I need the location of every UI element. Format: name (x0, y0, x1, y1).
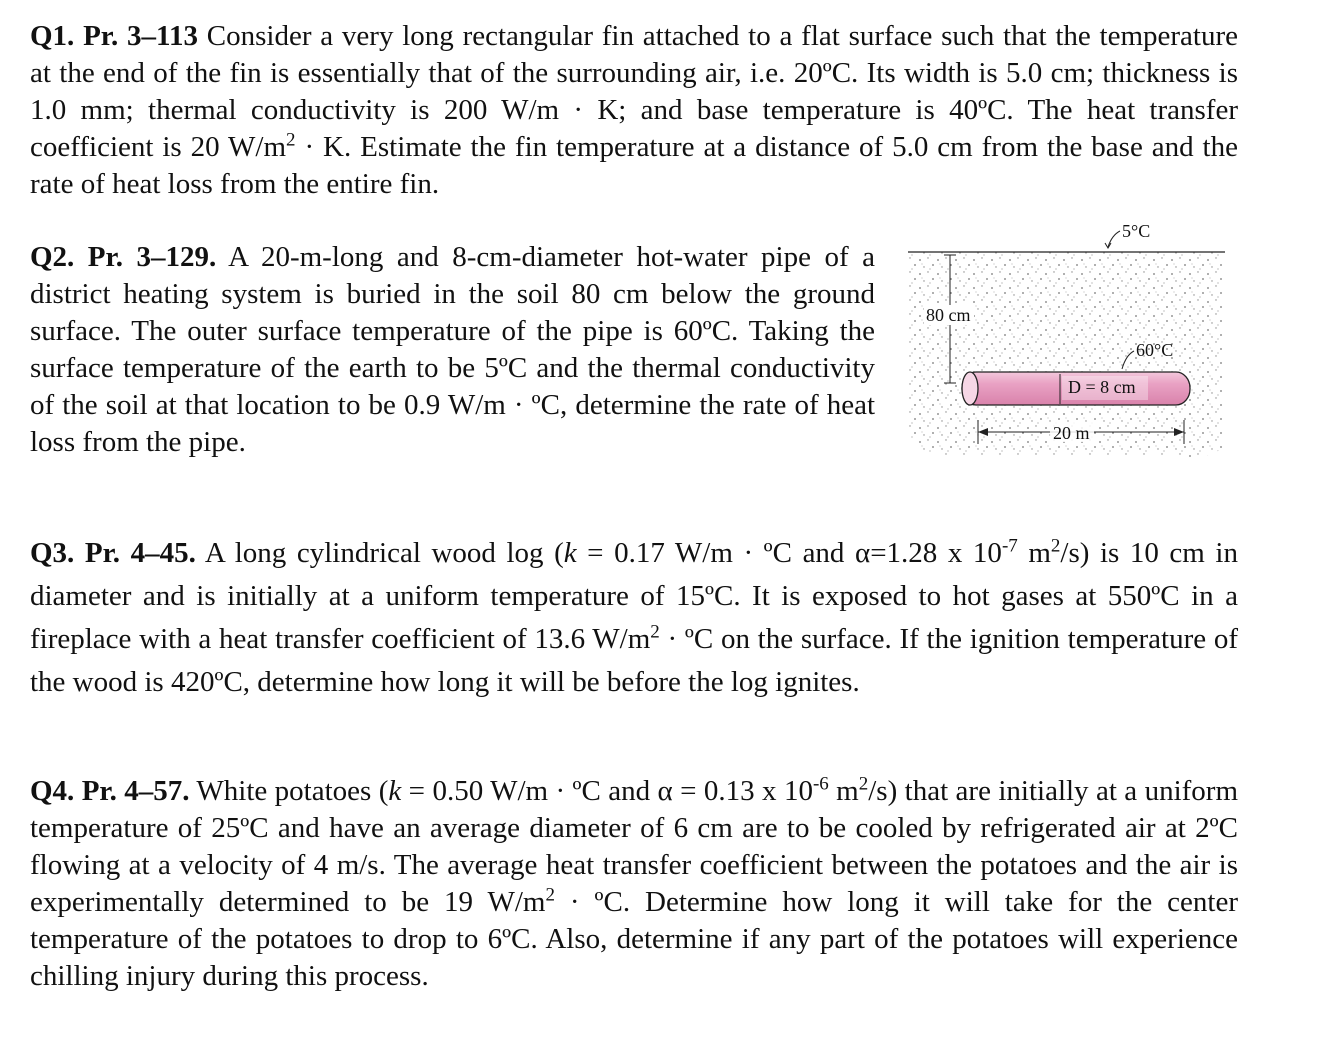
question-4: Q4. Pr. 4–57. White potatoes (k = 0.50 W/m · ºC and α = 0.13 x $10^{-6}$ $m^2/s$) that are initially at a uniform temperature of 25ºC and have an average diameter of 6 cm are to be cooled by refrigerated air at 2ºC flowing at a velocity of 4 m/s. The average heat transfer coefficient between the potatoes and the air is experimentally determined to be 19 $W/m^2$ · ºC. Determine how long it will take for the center temperature of the potatoes to drop to 6ºC. Also, determine if any part of the potatoes will experience chilling injury during this process. (30, 773, 1239, 992)
pipe-temperature-label: 60°C (1136, 340, 1174, 360)
pipe-length-label: 20 m (1053, 423, 1090, 443)
pipe-diameter-label: D = 8 cm (1068, 377, 1136, 397)
superscript: -6 (812, 773, 829, 795)
question-2 (30, 239, 875, 461)
question-4-heading: Q4. Pr. 4–57. (30, 775, 190, 807)
superscript: -7 (1001, 535, 1018, 557)
superscript: 2 (545, 884, 555, 906)
question-1-text-end: · K. Estimate the fin temperature at a distance of 5.0 cm from the base and the rate of heat loss from the entire fin. (30, 131, 1238, 200)
depth-label: 80 cm (926, 305, 971, 325)
question-3: Q3. Pr. 4–45. A long cylindrical wood log (k = 0.17 W/m · ºC and α=1.28 x $10^{-7}$ $m^2/s$) is 10 cm in diameter and is initially at a uniform temperature of 15ºC. It is exposed to hot gases at 550ºC in a fireplace with a heat transfer coefficient of 13.6 $W/m^2$ · ºC on the surface. If the ignition temperature of the wood is 420ºC, determine how long it will be before the log ignites. (30, 535, 1238, 698)
superscript: 2 (286, 129, 296, 151)
question-2-text: A 20-m-long and 8-cm-diameter hot-water pipe of a district heating system is buried in the soil 80 cm below the ground surface. The outer surface temperature of the pipe is 60ºC. Taking the surface temperature of the earth to be 5ºC and the thermal conductivity of the soil at that location to be 0.9 W/m · ºC, determine the rate of heat loss from the pipe. (30, 241, 875, 458)
question-1 (30, 18, 1238, 203)
question-1-text: Consider a very long rectangular fin attached to a flat surface such that the temperature at the end of the fin is essentially that of the surrounding air, i.e. 20ºC. Its width is 5.0 cm; thickness is 1.0 mm; thermal conductivity is 200 W/m · K; and base temperature is 40ºC. The heat transfer coefficient is 20 W/m (30, 20, 1239, 163)
surface-temperature-label: 5°C (1122, 221, 1151, 241)
question-3-heading: Q3. Pr. 4–45. (30, 537, 196, 569)
superscript: 2 (650, 621, 660, 643)
superscript: 2 (858, 773, 869, 795)
superscript: 2 (1050, 535, 1061, 557)
question-2-heading: Q2. Pr. 3–129. (30, 241, 217, 273)
conductivity-symbol: k (563, 537, 577, 569)
buried-pipe-figure (900, 215, 1230, 465)
question-1-heading: Q1. Pr. 3–113 (30, 20, 198, 52)
conductivity-symbol: k (388, 775, 402, 807)
